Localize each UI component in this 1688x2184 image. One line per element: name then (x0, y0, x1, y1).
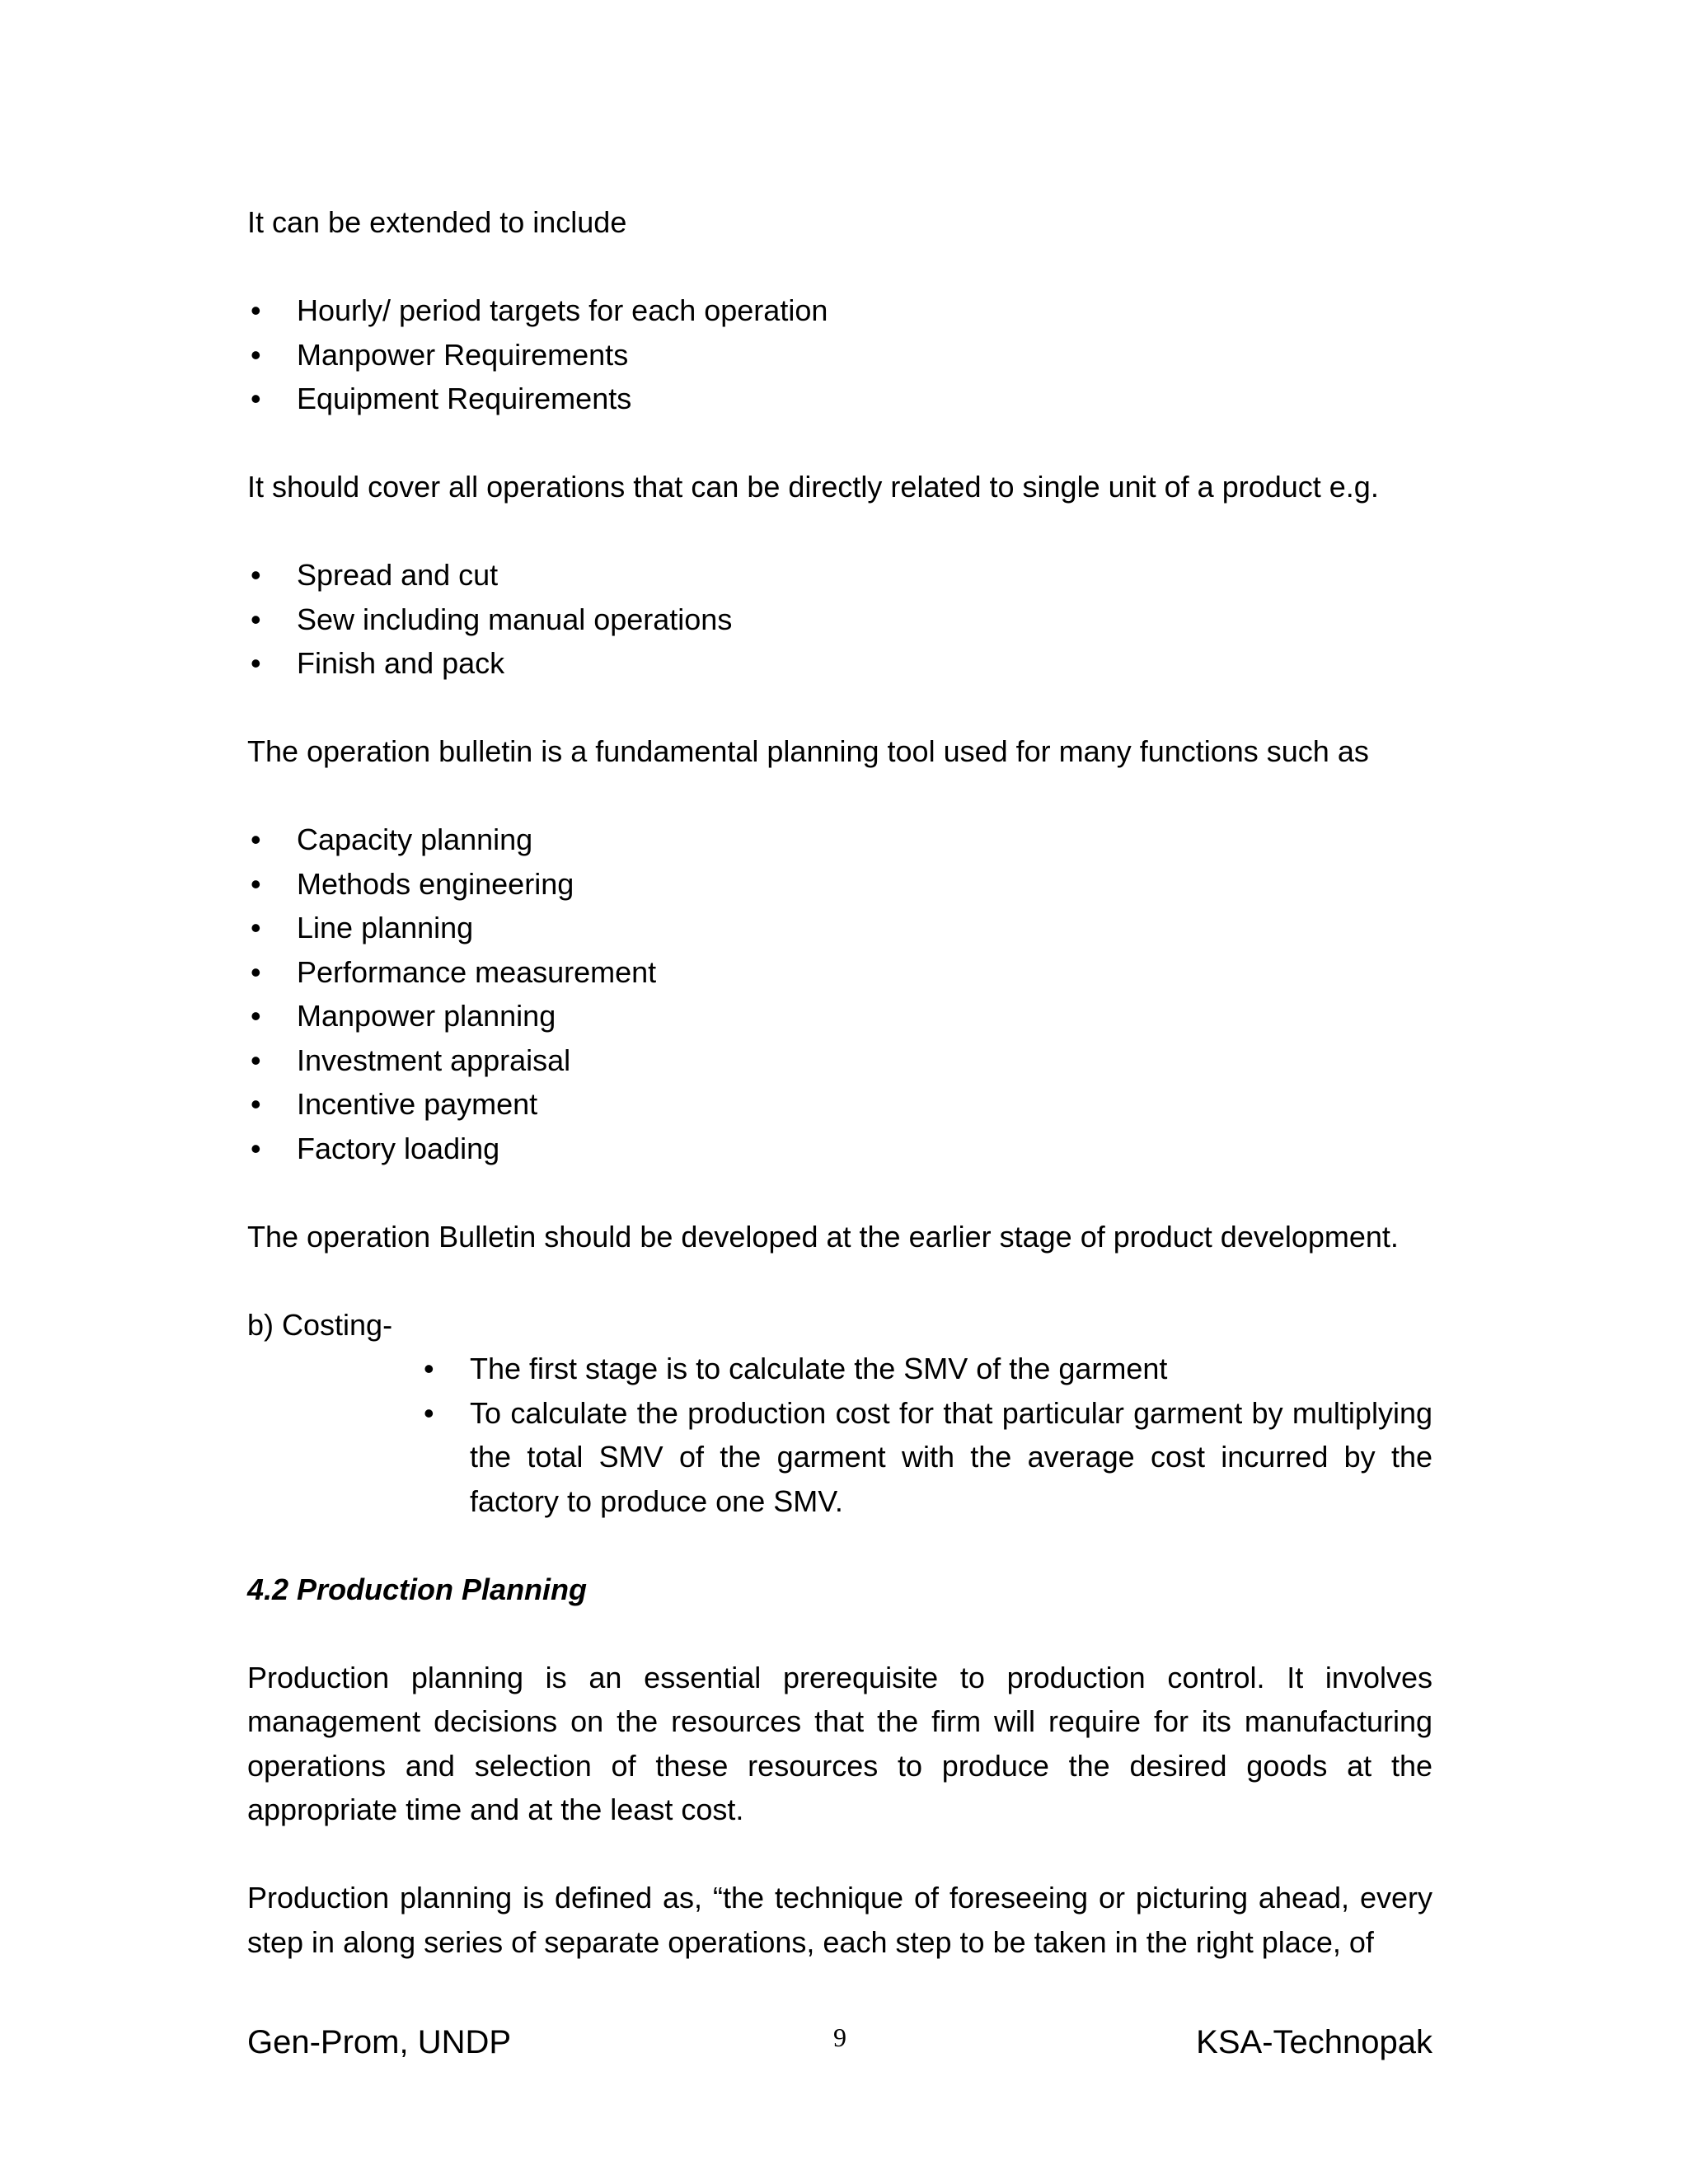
page-content (247, 200, 1432, 1964)
bullet-icon: • (251, 337, 261, 372)
costing-list (247, 1347, 1432, 1523)
bullet-icon: • (251, 646, 261, 680)
planning-paragraph: Production planning is an essential prerequisite to production control. It involves management decisions on the resources that the firm will require for its manufacturing operations and selection of these resources to produce the desired goods at the appropriate time and at the least cost. (247, 1660, 1432, 1826)
list-item: • Spread and cut (247, 553, 1432, 598)
costing-section (247, 1303, 1432, 1524)
list-item: • Investment appraisal (247, 1038, 1432, 1083)
bullet-icon: • (251, 602, 261, 636)
list-item: • Manpower Requirements (247, 333, 1432, 377)
planning-definition-paragraph: Production planning is defined as, “the technique of foreseeing or picturing ahead, every step in along series of separate operations, each step to be taken in the right place, of (247, 1881, 1432, 1959)
costing-label: b) Costing- (247, 1307, 393, 1342)
list-item: • Hourly/ period targets for each operation (247, 288, 1432, 333)
bullet-icon: • (251, 382, 261, 415)
cover-list (247, 553, 1432, 686)
list-item: • Methods engineering (247, 862, 1432, 907)
bullet-icon: • (251, 866, 261, 901)
list-item: • Sew including manual operations (247, 598, 1432, 642)
bullet-icon: • (251, 954, 261, 989)
footer-right: KSA-Technopak (1196, 2024, 1432, 2060)
list-item: • Manpower planning (247, 994, 1432, 1038)
extend-list (247, 288, 1432, 421)
list-item: • To calculate the production cost for that particular garment by multiplying the total SMV of the garment with the average cost incurred by the factory to produce one SMV. (420, 1391, 1432, 1524)
functions-list (247, 818, 1432, 1170)
page-number: 9 (833, 2022, 846, 2052)
bullet-icon: • (251, 999, 261, 1033)
list-item: • Performance measurement (247, 950, 1432, 995)
list-item: • Equipment Requirements (247, 377, 1432, 421)
document-page (247, 0, 1432, 2184)
bullet-icon: • (424, 1395, 434, 1430)
cover-intro: It should cover all operations that can be directly related to single unit of a product e.g. (247, 470, 1379, 504)
bullet-icon: • (251, 1087, 261, 1121)
list-item: • Capacity planning (247, 818, 1432, 862)
bulletin-stage: The operation Bulletin should be developed at the earlier stage of product development. (247, 1219, 1399, 1254)
footer-left: Gen-Prom, UNDP (247, 2024, 512, 2060)
bullet-icon: • (251, 911, 261, 944)
bullet-icon: • (251, 558, 261, 592)
list-item: • The first stage is to calculate the SMV of the garment (420, 1347, 1432, 1391)
bullet-icon: • (251, 823, 261, 856)
bulletin-intro: The operation bulletin is a fundamental planning tool used for many functions such as (247, 734, 1369, 768)
section-heading: 4.2 Production Planning (247, 1572, 588, 1606)
page-footer (247, 2018, 1432, 2067)
bullet-icon: • (424, 1352, 434, 1385)
bullet-icon: • (251, 293, 261, 327)
extend-intro: It can be extended to include (247, 205, 627, 239)
list-item: • Factory loading (247, 1127, 1432, 1171)
list-item: • Line planning (247, 906, 1432, 950)
bullet-icon: • (251, 1043, 261, 1077)
list-item: • Finish and pack (247, 641, 1432, 686)
list-item: • Incentive payment (247, 1082, 1432, 1127)
bullet-icon: • (251, 1131, 261, 1165)
